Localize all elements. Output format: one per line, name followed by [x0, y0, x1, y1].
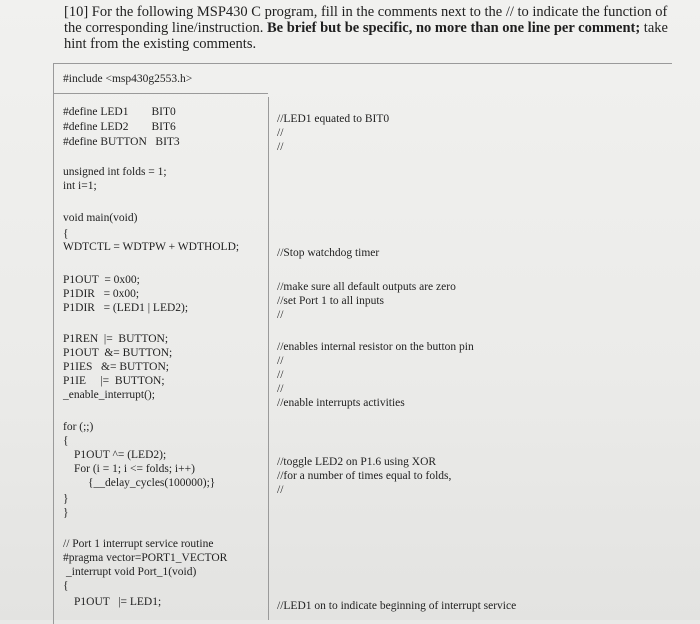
code-p1out-button: P1OUT &= BUTTON;: [63, 347, 173, 359]
question-points: [10]: [64, 4, 89, 20]
code-p1ies: P1IES &= BUTTON;: [63, 361, 169, 373]
code-enable-interrupt: _enable_interrupt();: [63, 389, 155, 401]
comment-led1: //LED1 equated to BIT0: [277, 113, 390, 125]
comment-watchdog: //Stop watchdog timer: [277, 247, 380, 259]
code-inner-for: For (i = 1; i <= folds; i++): [74, 463, 195, 475]
code-define-led2: #define LED2 BIT6: [63, 121, 176, 133]
comment-p1out-blank: //: [277, 355, 284, 367]
code-folds-decl: unsigned int folds = 1;: [63, 166, 167, 178]
code-main-signature: void main(void): [63, 212, 138, 224]
question-hint: take hint from the existing comments.: [64, 20, 668, 52]
code-delay: {__delay_cycles(100000);}: [88, 477, 216, 489]
code-include: #include <msp430g2553.h>: [63, 73, 193, 85]
table-row-divider: [53, 93, 268, 94]
comment-p1ies-blank: //: [277, 369, 284, 381]
code-for-loop: for (;;): [63, 421, 94, 433]
code-p1ie: P1IE |= BUTTON;: [63, 375, 165, 387]
comment-delay-blank: //: [277, 484, 284, 496]
code-isr-comment: // Port 1 interrupt service routine: [63, 538, 214, 550]
code-p1dir-init: P1DIR = 0x00;: [63, 288, 140, 300]
comment-button-blank: //: [277, 141, 284, 153]
code-p1dir-leds: P1DIR = (LED1 | LED2);: [63, 302, 189, 314]
comment-outputs-zero: //make sure all default outputs are zero: [277, 281, 456, 293]
question-emphasis: Be brief but be specific, no more than one line per comment;: [266, 20, 641, 36]
code-main-open-brace: {: [63, 228, 69, 240]
code-watchdog: WDTCTL = WDTPW + WDTHOLD;: [63, 241, 240, 253]
comment-internal-resistor: //enables internal resistor on the button pin: [277, 341, 474, 353]
question-text: [64, 4, 684, 52]
code-pragma: #pragma vector=PORT1_VECTOR: [63, 552, 228, 564]
comment-led1-isr: //LED1 on to indicate beginning of interrupt service: [277, 600, 517, 612]
code-isr-open-brace: {: [63, 580, 69, 592]
code-define-led1: #define LED1 BIT0: [63, 106, 176, 118]
comment-led2-blank: //: [277, 127, 284, 139]
comment-folds-loop: //for a number of times equal to folds,: [277, 470, 452, 482]
comment-set-inputs: //set Port 1 to all inputs: [277, 295, 385, 307]
comment-p1ie-blank: //: [277, 383, 284, 395]
comment-toggle-led2: //toggle LED2 on P1.6 using XOR: [277, 456, 437, 468]
code-isr-signature: _interrupt void Port_1(void): [66, 566, 197, 578]
column-divider: [268, 97, 269, 620]
code-p1out-init: P1OUT = 0x00;: [63, 274, 140, 286]
question-instruction: For the following MSP430 C program, fill in the comments next to the // to indicate the function of the corresponding line/instruction.: [64, 4, 668, 36]
code-define-button: #define BUTTON BIT3: [63, 136, 180, 148]
code-p1ren: P1REN |= BUTTON;: [63, 333, 169, 345]
code-for-open-brace: {: [63, 435, 69, 447]
code-for-close-brace: }: [63, 493, 69, 505]
code-toggle-led2: P1OUT ^= (LED2);: [74, 449, 167, 461]
code-i-decl: int i=1;: [63, 180, 97, 192]
code-main-close-brace: }: [63, 507, 69, 519]
code-led1-on: P1OUT |= LED1;: [74, 596, 162, 608]
comment-p1dir-blank: //: [277, 309, 284, 321]
comment-enable-interrupts: //enable interrupts activities: [277, 397, 405, 409]
